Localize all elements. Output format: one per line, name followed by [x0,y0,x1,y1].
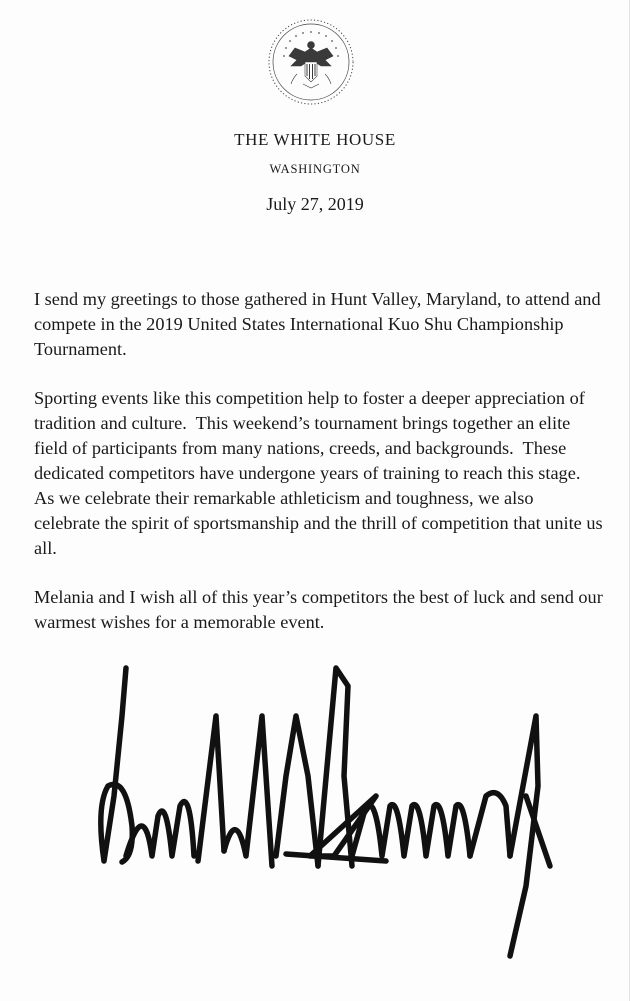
letter-body [34,287,604,659]
letterhead-subtitle: WASHINGTON [269,162,361,176]
letter-date: July 27, 2019 [266,194,364,214]
body-paragraph: Melania and I wish all of this year’s competitors the best of luck and send our warmest wishes for a memorable event. [34,587,603,632]
handwritten-signature-icon [86,656,556,976]
body-paragraph: I send my greetings to those gathered in Hunt Valley, Maryland, to attend and compete in the 2019 United States International Kuo Shu Championship Tournament. [34,289,601,359]
letterhead-title: THE WHITE HOUSE [234,130,396,149]
body-paragraph: Sporting events like this competition help to foster a deeper appreciation of tradition and culture. This weekend’s tournament brings together an elite field of participants from many nations, creeds, and backgrounds. These dedicated competitors have undergone years of training to reach this stage. As we celebrate their remarkable athleticism and toughness, we also celebrate the spirit of sportsmanship and the thrill of competition that unite us all. [34,388,603,558]
presidential-seal-icon [267,18,355,106]
